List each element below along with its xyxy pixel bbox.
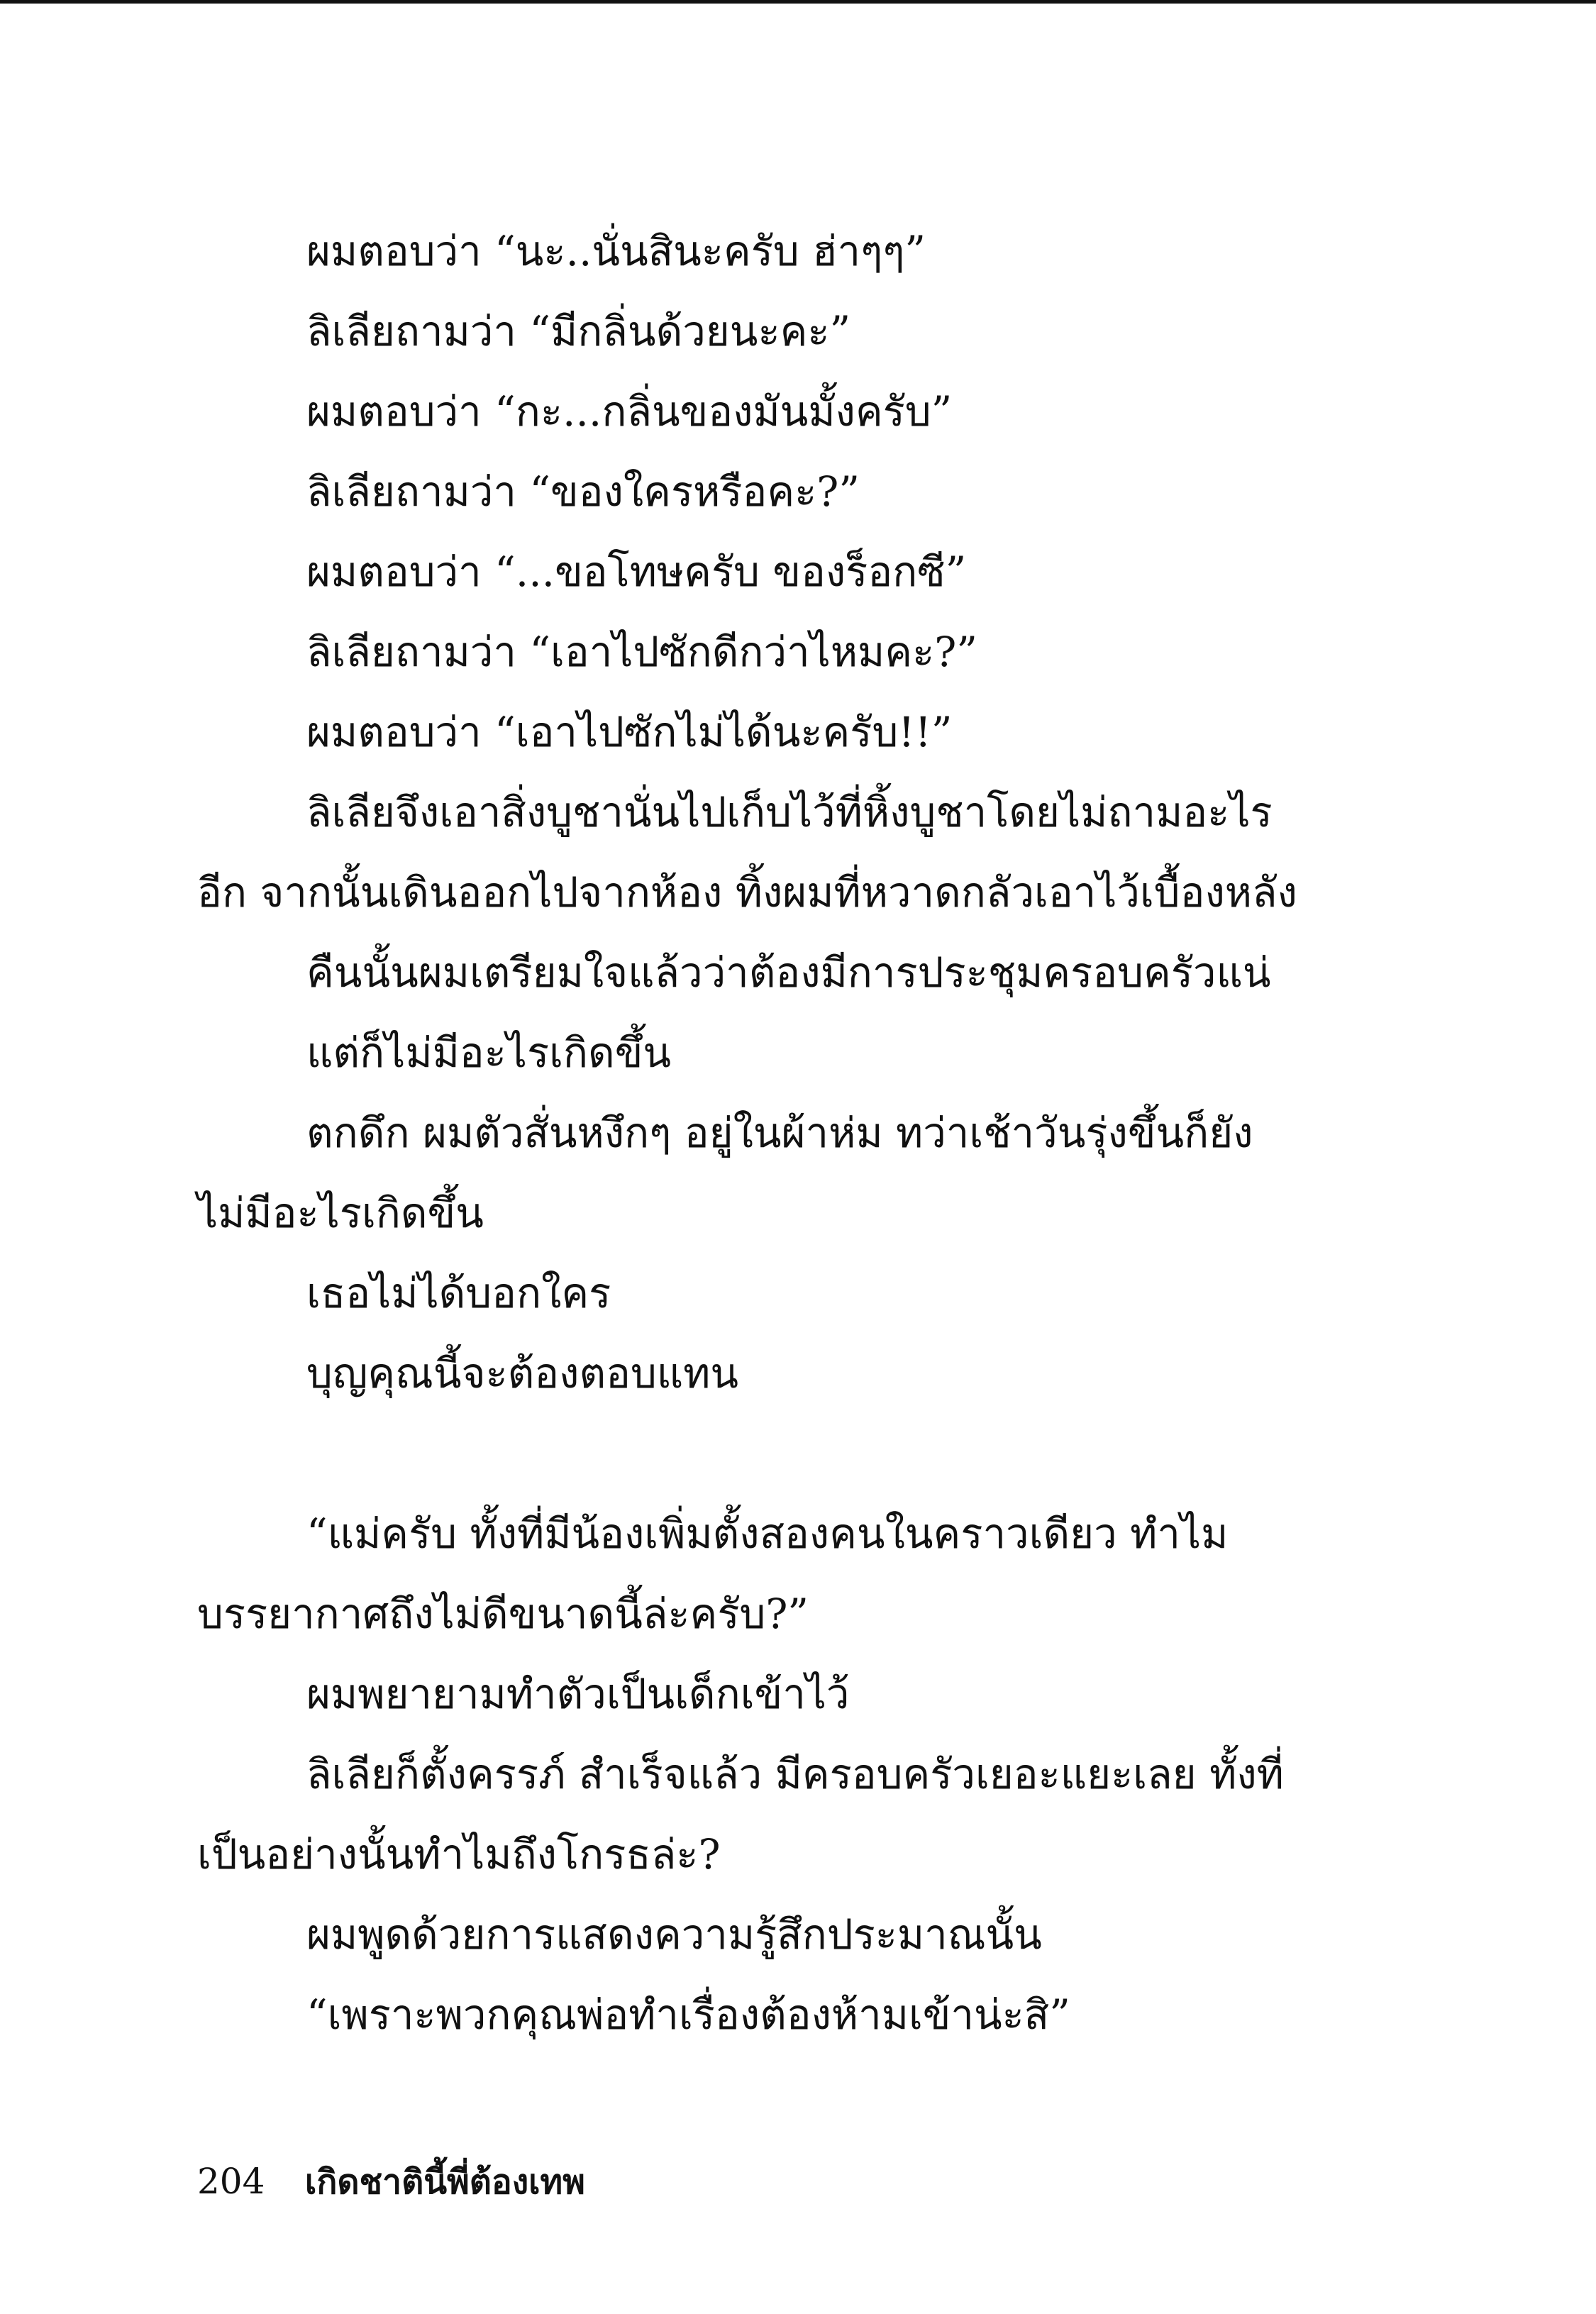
paragraph: คืนนั้นผมเตรียมใจแล้วว่าต้องมีการประชุมครอบครัวแน่ <box>306 948 1271 997</box>
paragraph: “แม่ครับ ทั้งที่มีน้องเพิ่มตั้งสองคนในคราวเดียว ทำไมบรรยากาศถึงไม่ดีขนาดนี้ล่ะครับ?” <box>197 1510 1229 1638</box>
paragraph: ผมตอบว่า “กะ...กลิ่นของมันมั้งครับ” <box>306 387 953 436</box>
paragraph: บุญคุณนี้จะต้องตอบแทน <box>306 1349 739 1397</box>
paragraph: ลิเลียถามว่า “ของใครหรือคะ?” <box>306 467 860 516</box>
paragraph: “เพราะพวกคุณพ่อทำเรื่องต้องห้ามเข้าน่ะสิ” <box>306 1991 1070 2039</box>
paragraph: ลิเลียถามว่า “เอาไปซักดีกว่าไหมคะ?” <box>306 628 977 676</box>
paragraph: แต่ก็ไม่มีอะไรเกิดขึ้น <box>306 1029 672 1077</box>
paragraph: ตกดึก ผมตัวสั่นหงึกๆ อยู่ในผ้าห่ม ทว่าเช้าวันรุ่งขึ้นก็ยังไม่มีอะไรเกิดขึ้น <box>197 1109 1253 1237</box>
running-book-title: เกิดชาตินี้พี่ต้องเทพ <box>304 2162 585 2202</box>
paragraph: ผมตอบว่า “เอาไปซักไม่ได้นะครับ!!” <box>306 708 953 756</box>
paragraph: ลิเลียก็ตั้งครรภ์ สำเร็จแล้ว มีครอบครัวเยอะแยะเลย ทั้งที่เป็นอย่างนั้นทำไมถึงโกรธล่ะ? <box>197 1750 1284 1878</box>
paragraph: ผมตอบว่า “นะ..นั่นสินะครับ ฮ่าๆๆ” <box>306 227 926 275</box>
page-number: 204 <box>197 2161 265 2202</box>
paragraph: ลิเลียถามว่า “มีกลิ่นด้วยนะคะ” <box>306 307 851 355</box>
paragraph: ลิเลียจึงเอาสิ่งบูชานั่นไปเก็บไว้ที่หิ้งบูชาโดยไม่ถามอะไรอีก จากนั้นเดินออกไปจากห้อง ทิ้งผมที่หวาดกลัวเอาไว้เบื้องหลัง <box>197 788 1297 917</box>
paragraph: เธอไม่ได้บอกใคร <box>306 1269 611 1317</box>
page-footer <box>197 2157 585 2207</box>
paragraph: ผมตอบว่า “...ขอโทษครับ ของร็อกซี” <box>306 548 967 596</box>
paragraph: ผมพยายามทำตัวเป็นเด็กเข้าไว้ <box>306 1670 850 1718</box>
paragraph: ผมพูดด้วยการแสดงความรู้สึกประมาณนั้น <box>306 1910 1042 1959</box>
scene-break <box>197 1414 1304 1494</box>
page-body <box>197 211 1304 2055</box>
top-border-rule <box>0 0 1596 4</box>
